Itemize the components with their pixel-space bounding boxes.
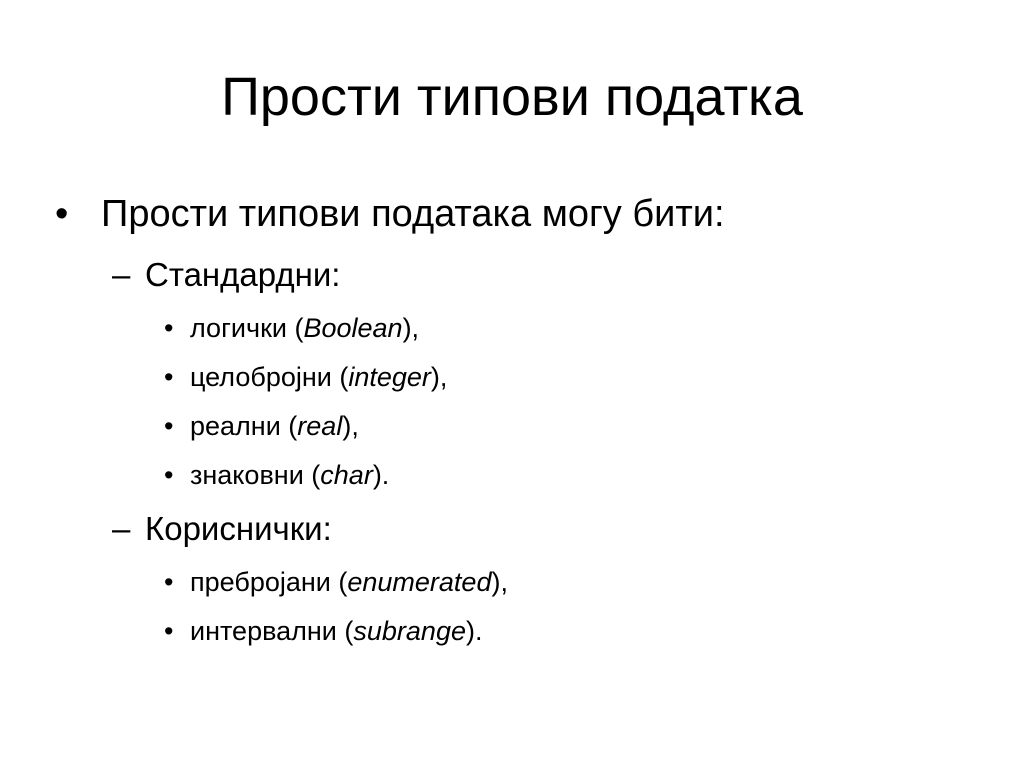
group-standard-label: Стандардни: [145, 256, 341, 293]
bullet-marker: • [164, 567, 174, 597]
item-suffix: ), [491, 567, 508, 597]
dash-marker: – [112, 256, 131, 293]
item-term: integer [348, 362, 431, 392]
list-item-enumerated [164, 564, 508, 600]
list-item-real [164, 408, 359, 444]
bullet-marker: • [164, 313, 174, 343]
list-item-integer [164, 359, 447, 395]
list-item-subrange [164, 613, 482, 649]
item-suffix: ). [465, 616, 483, 646]
bullet-marker: • [164, 411, 174, 441]
item-term: subrange [353, 616, 466, 646]
item-text: знаковни ( [190, 460, 321, 490]
item-term: char [320, 460, 373, 490]
item-suffix: ), [342, 411, 359, 441]
bullet-intro [55, 190, 725, 238]
item-text: логички ( [190, 313, 304, 343]
group-user [112, 508, 332, 550]
item-suffix: ). [372, 460, 390, 490]
item-term: enumerated [347, 567, 492, 597]
dash-marker: – [112, 510, 131, 547]
item-text: интервални ( [190, 616, 354, 646]
bullet-marker: • [164, 460, 174, 490]
item-text: реални ( [190, 411, 298, 441]
bullet-intro-text: Прости типови података могу бити: [101, 193, 725, 235]
item-term: real [297, 411, 343, 441]
item-suffix: ), [402, 313, 420, 343]
bullet-marker: • [55, 193, 69, 235]
bullet-marker: • [164, 616, 174, 646]
item-term: Boolean [303, 313, 403, 343]
item-text: пребројани ( [190, 567, 348, 597]
list-item-boolean [164, 310, 419, 346]
group-standard [112, 254, 340, 296]
item-text: целобројни ( [190, 362, 349, 392]
list-item-char [164, 457, 389, 493]
bullet-marker: • [164, 362, 174, 392]
slide-title: Прости типови податка [221, 67, 803, 127]
item-suffix: ), [430, 362, 448, 392]
group-user-label: Кориснички: [145, 510, 332, 547]
